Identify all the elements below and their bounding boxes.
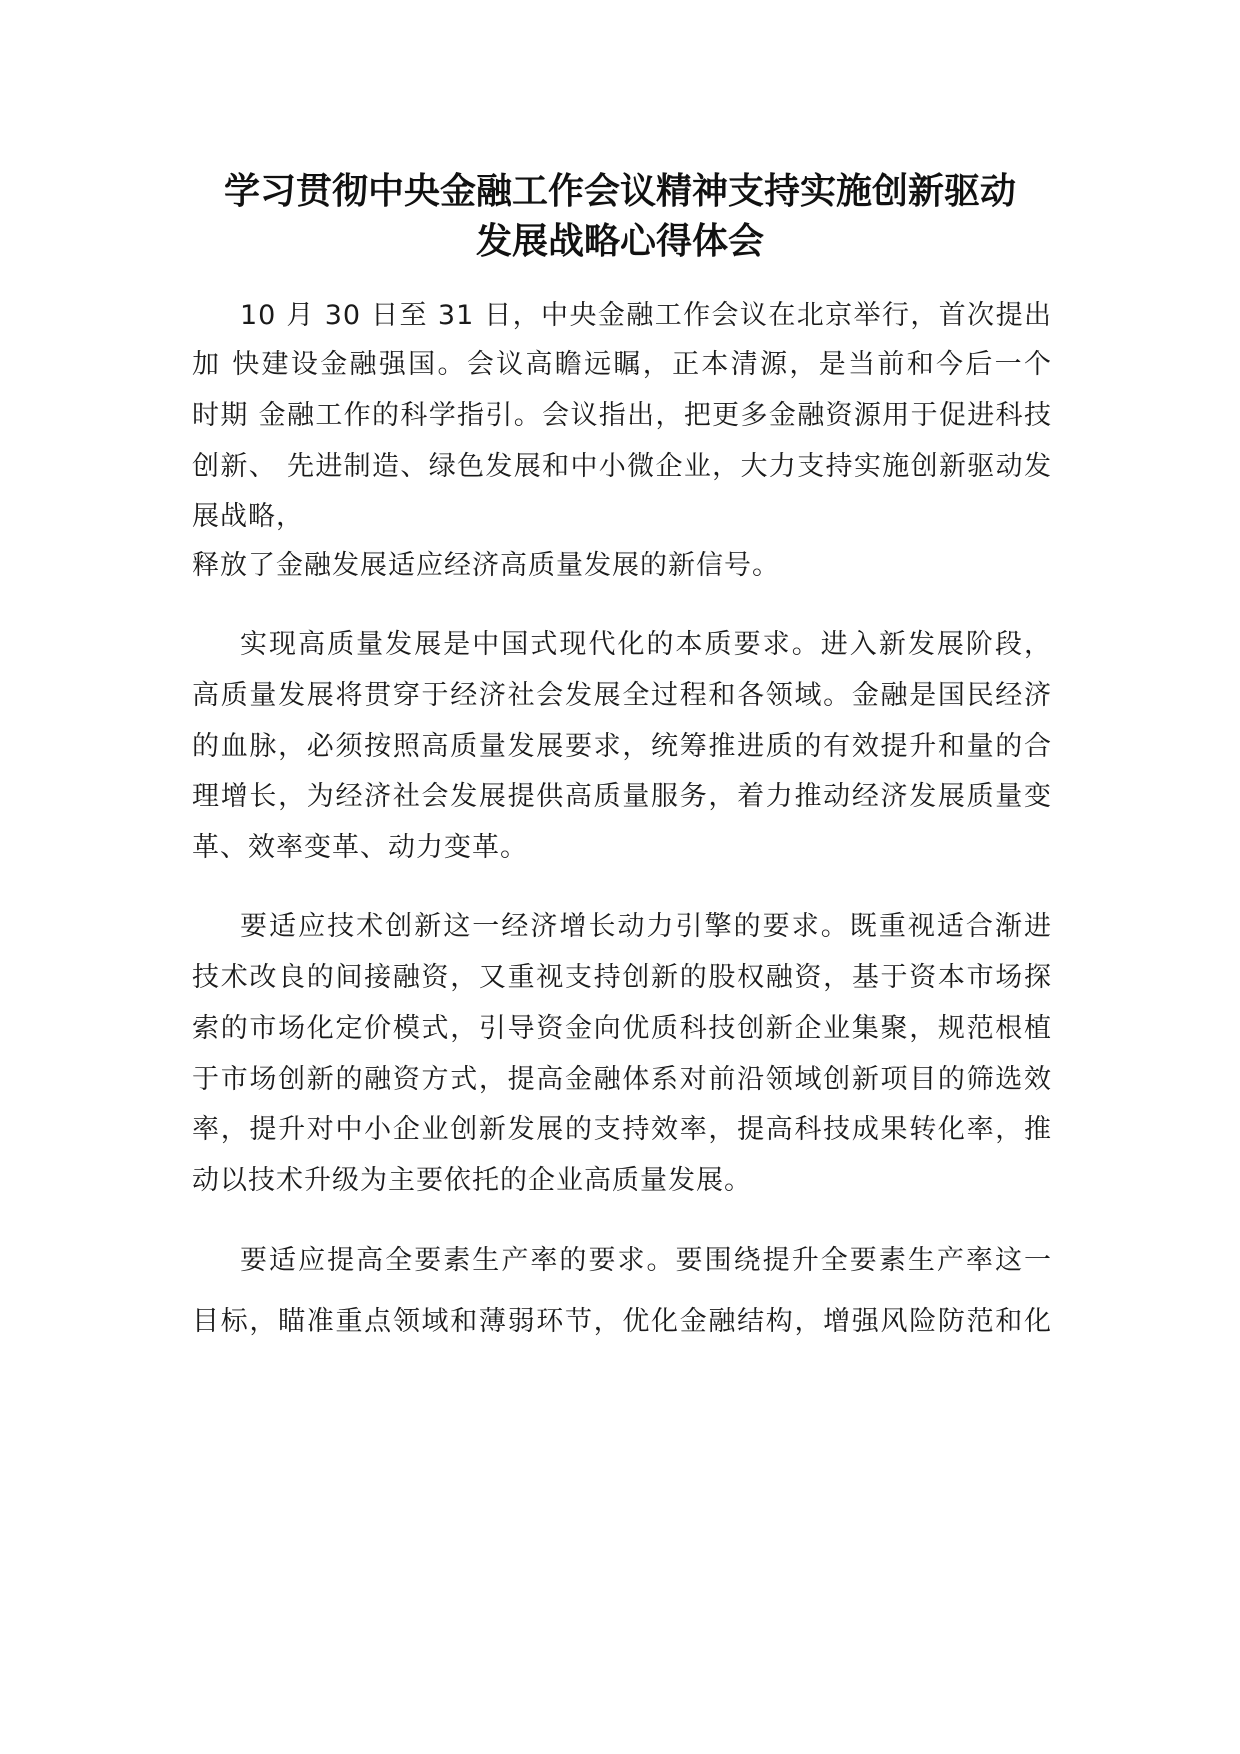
paragraph-1-line-5: 展战略，: [192, 501, 304, 532]
paragraph-4-line-2: 目标，瞄准重点领域和薄弱环节，优化金融结构，增强风险防范和化: [192, 1306, 1052, 1337]
document-title-line-2: 发展战略心得体会: [475, 221, 764, 262]
paragraph-1-line-1: 10 月 30 日至 31 日，中央金融工作会议在北京举行，首次提出: [240, 300, 1052, 331]
paragraph-3-line-1: 要适应技术创新这一经济增长动力引擎的要求。既重视适合渐进: [240, 911, 1052, 942]
paragraph-2-line-4: 理增长，为经济社会发展提供高质量服务，着力推动经济发展质量变: [192, 781, 1052, 812]
document-title-line-1: 学习贯彻中央金融工作会议精神支持实施创新驱动: [223, 171, 1016, 212]
paragraph-1-line-2: 加 快建设金融强国。会议高瞻远瞩，正本清源，是当前和今后一个: [192, 349, 1052, 380]
paragraph-1-line-4: 创新、 先进制造、绿色发展和中小微企业，大力支持实施创新驱动发: [192, 451, 1052, 482]
paragraph-3-line-2: 技术改良的间接融资，又重视支持创新的股权融资，基于资本市场探: [192, 962, 1052, 993]
paragraph-2-line-1: 实现高质量发展是中国式现代化的本质要求。进入新发展阶段，: [240, 629, 1052, 660]
paragraph-3-line-4: 于市场创新的融资方式，提高金融体系对前沿领域创新项目的筛选效: [192, 1064, 1052, 1095]
paragraph-3-line-6: 动以技术升级为主要依托的企业高质量发展。: [192, 1165, 752, 1196]
paragraph-1-line-3: 时期 金融工作的科学指引。会议指出，把更多金融资源用于促进科技: [192, 400, 1052, 431]
paragraph-4-line-1: 要适应提高全要素生产率的要求。要围绕提升全要素生产率这一: [240, 1245, 1052, 1276]
paragraph-1-line-6: 释放了金融发展适应经济高质量发展的新信号。: [192, 550, 780, 581]
paragraph-2-line-2: 高质量发展将贯穿于经济社会发展全过程和各领域。金融是国民经济: [192, 680, 1052, 711]
paragraph-3-line-5: 率，提升对中小企业创新发展的支持效率，提高科技成果转化率，推: [192, 1114, 1052, 1145]
paragraph-3-line-3: 索的市场化定价模式，引导资金向优质科技创新企业集聚，规范根植: [192, 1013, 1052, 1044]
paragraph-2-line-3: 的血脉，必须按照高质量发展要求，统筹推进质的有效提升和量的合: [192, 731, 1052, 762]
paragraph-2-line-5: 革、效率变革、动力变革。: [192, 832, 528, 863]
